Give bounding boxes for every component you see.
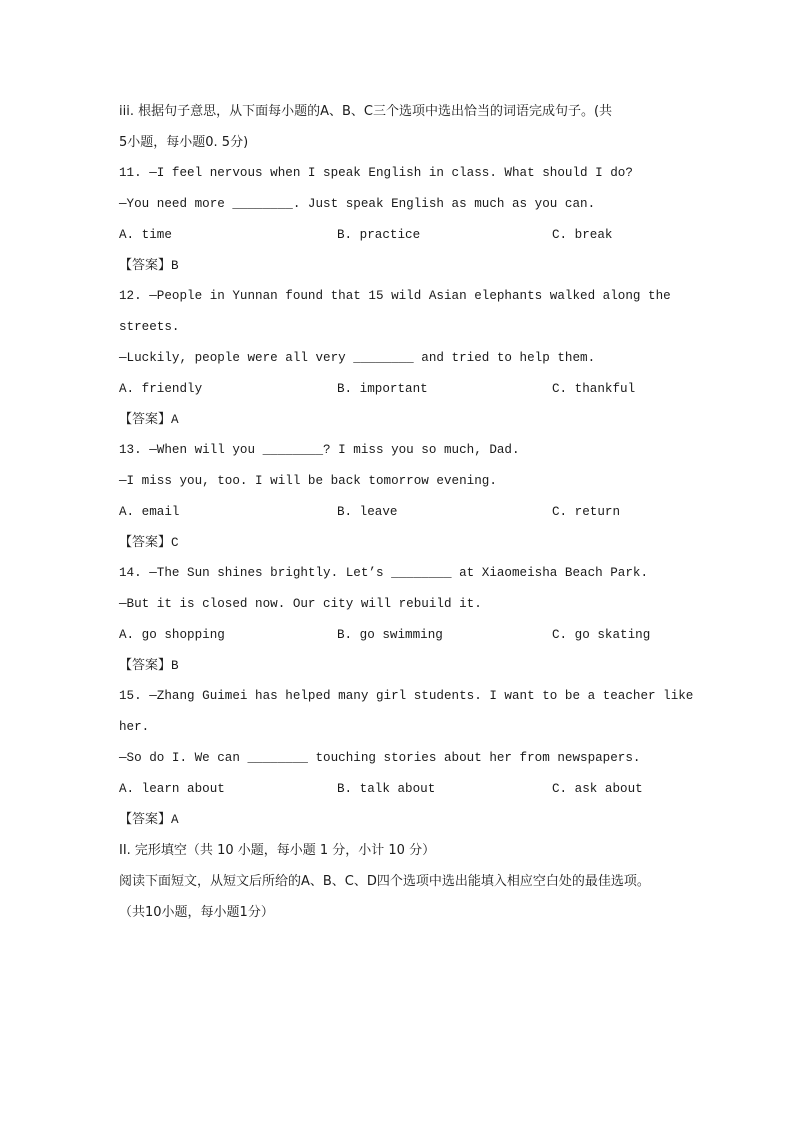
answer — [119, 805, 679, 835]
option-c: C. ask about — [552, 782, 643, 796]
answer — [119, 251, 679, 281]
answer-value: C — [171, 536, 179, 550]
question-11 — [119, 158, 679, 281]
answer-label: 【答案】 — [119, 258, 172, 273]
answer-value: B — [171, 659, 179, 673]
cloze-section — [119, 835, 679, 928]
option-a: A. learn about — [119, 782, 225, 796]
question-text: —I miss you, too. I will be back tomorrow evening. — [119, 474, 497, 488]
option-c: C. break — [552, 228, 613, 242]
question-text: —So do I. We can ________ touching stories about her from newspapers. — [119, 751, 641, 765]
option-b: B. leave — [337, 505, 398, 519]
question-text: —You need more ________. Just speak English as much as you can. — [119, 197, 596, 211]
question-text: her. — [119, 720, 150, 734]
option-b: B. practice — [337, 228, 421, 242]
option-c: C. go skating — [552, 628, 651, 642]
instructions-line-1: iii. 根据句子意思，从下面每小题的A、B、C三个选项中选出恰当的词语完成句子。(共 — [119, 104, 613, 119]
question-text: streets. — [119, 320, 180, 334]
answer-value: A — [171, 413, 179, 427]
answer — [119, 528, 679, 558]
question-text: 12. —People in Yunnan found that 15 wild Asian elephants walked along the — [119, 289, 671, 303]
question-13 — [119, 435, 679, 558]
option-a: A. friendly — [119, 382, 203, 396]
option-a: A. email — [119, 505, 180, 519]
options-row — [119, 774, 679, 805]
question-text: —But it is closed now. Our city will rebuild it. — [119, 597, 482, 611]
question-text: —Luckily, people were all very ________ and tried to help them. — [119, 351, 596, 365]
option-a: A. time — [119, 228, 172, 242]
option-a: A. go shopping — [119, 628, 225, 642]
question-text: 13. —When will you ________? I miss you so much, Dad. — [119, 443, 520, 457]
instructions-line-2: 5小题，每小题0. 5分) — [119, 135, 249, 150]
answer — [119, 405, 679, 435]
options-row — [119, 374, 679, 405]
section-instructions-line-1: 阅读下面短文，从短文后所给的A、B、C、D四个选项中选出能填入相应空白处的最佳选项。 — [119, 874, 650, 889]
question-14 — [119, 558, 679, 681]
option-b: B. talk about — [337, 782, 436, 796]
option-c: C. thankful — [552, 382, 636, 396]
answer-label: 【答案】 — [119, 535, 172, 550]
question-12 — [119, 281, 679, 435]
answer-value: B — [171, 259, 179, 273]
section-heading: II. 完形填空（共 10 小题，每小题 1 分，小计 10 分） — [119, 843, 436, 858]
option-b: B. go swimming — [337, 628, 443, 642]
question-text: 15. —Zhang Guimei has helped many girl students. I want to be a teacher like — [119, 689, 694, 703]
document-page — [119, 96, 694, 928]
answer-label: 【答案】 — [119, 658, 172, 673]
answer — [119, 651, 679, 681]
option-b: B. important — [337, 382, 428, 396]
option-c: C. return — [552, 505, 621, 519]
options-row — [119, 497, 679, 528]
answer-label: 【答案】 — [119, 412, 172, 427]
options-row — [119, 220, 679, 251]
answer-value: A — [171, 813, 179, 827]
options-row — [119, 620, 679, 651]
question-15 — [119, 681, 694, 835]
question-text: 14. —The Sun shines brightly. Let’s ________ at Xiaomeisha Beach Park. — [119, 566, 649, 580]
question-text: 11. —I feel nervous when I speak English in class. What should I do? — [119, 166, 633, 180]
section-instructions-line-2: （共10小题，每小题1分） — [119, 905, 274, 920]
answer-label: 【答案】 — [119, 812, 172, 827]
